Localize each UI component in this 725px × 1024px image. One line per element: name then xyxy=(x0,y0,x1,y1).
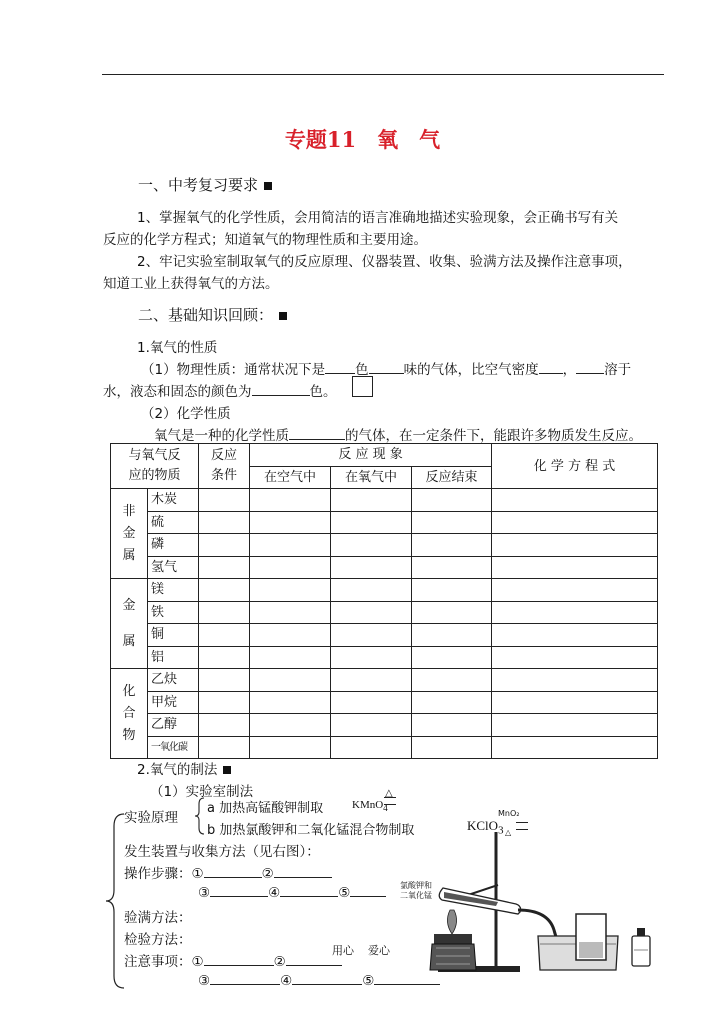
answer-cell[interactable] xyxy=(412,511,492,534)
answer-cell[interactable] xyxy=(250,579,331,602)
equals-sign-b xyxy=(516,822,528,830)
lab-method: （1）实验室制法 xyxy=(150,784,254,800)
blank[interactable] xyxy=(369,361,404,374)
physical-properties-line2 xyxy=(103,380,337,400)
answer-cell[interactable] xyxy=(199,556,250,579)
table-row xyxy=(111,736,658,759)
sub-properties: 1.氧气的性质 xyxy=(137,340,218,356)
blank[interactable] xyxy=(252,383,310,396)
reactions-table xyxy=(110,443,658,759)
formula-sub: 4 xyxy=(383,803,388,814)
answer-cell[interactable] xyxy=(199,691,250,714)
answer-cell[interactable] xyxy=(331,511,412,534)
substance-cell: 镁 xyxy=(148,579,199,602)
substance-cell: 乙醇 xyxy=(148,714,199,737)
notes-label: 注意事项： xyxy=(124,954,192,970)
table-header-air: 在空气中 xyxy=(250,466,331,489)
group-char: 金 xyxy=(122,597,136,613)
answer-cell[interactable] xyxy=(412,691,492,714)
page-title: 专题11 氧 气 xyxy=(284,127,441,152)
answer-cell[interactable] xyxy=(250,556,331,579)
blank[interactable] xyxy=(280,884,338,897)
answer-cell[interactable] xyxy=(250,736,331,759)
phys-text: 色 xyxy=(355,362,369,378)
answer-cell[interactable] xyxy=(492,646,658,669)
phys-label: （1）物理性质：通常状况下是 xyxy=(141,362,326,378)
substance-cell: 磷 xyxy=(148,534,199,557)
section1-heading-text: 一、中考复习要求 xyxy=(138,176,259,194)
table-header-phenomena: 反 应 现 象 xyxy=(250,444,492,467)
answer-cell[interactable] xyxy=(250,601,331,624)
blank[interactable] xyxy=(350,884,386,897)
section2-heading xyxy=(138,304,287,325)
answer-cell[interactable] xyxy=(412,556,492,579)
answer-cell[interactable] xyxy=(250,691,331,714)
table-header-equation: 化 学 方 程 式 xyxy=(492,444,658,489)
num: ① xyxy=(191,866,204,882)
answer-cell[interactable] xyxy=(492,624,658,647)
blank[interactable] xyxy=(210,884,268,897)
answer-cell[interactable] xyxy=(331,691,412,714)
watermark-text-1: 用心 xyxy=(332,944,354,957)
steps-label: 操作步骤： xyxy=(124,866,192,882)
answer-cell[interactable] xyxy=(331,624,412,647)
answer-cell[interactable] xyxy=(331,669,412,692)
header-text: 与氧气反 xyxy=(128,448,181,463)
header-text: 条件 xyxy=(211,468,238,483)
answer-cell[interactable] xyxy=(492,534,658,557)
table-header-end: 反应结束 xyxy=(412,466,492,489)
table-row xyxy=(111,714,658,737)
blank[interactable] xyxy=(274,865,332,878)
answer-cell[interactable] xyxy=(331,534,412,557)
substance-cell: 乙炔 xyxy=(148,669,199,692)
req-p1a: 1、掌握氧气的化学性质，会用简洁的语言准确地描述实验现象，会正确书写有关 xyxy=(137,210,619,226)
table-row xyxy=(111,669,658,692)
answer-cell[interactable] xyxy=(492,511,658,534)
answer-cell[interactable] xyxy=(492,601,658,624)
substance-cell: 一氧化碳 xyxy=(148,736,199,759)
method-a: a 加热高锰酸钾制取 xyxy=(207,801,324,816)
blank[interactable] xyxy=(325,361,355,374)
answer-cell[interactable] xyxy=(412,489,492,512)
apparatus-drawing-icon xyxy=(398,830,660,978)
answer-cell[interactable] xyxy=(331,646,412,669)
heat-symbol-a: △ xyxy=(385,788,393,799)
answer-cell[interactable] xyxy=(250,714,331,737)
table-row xyxy=(111,646,658,669)
header-text: 应的物质 xyxy=(128,468,181,483)
formula-text: KClO xyxy=(467,818,499,833)
answer-cell[interactable] xyxy=(331,714,412,737)
group-char: 属 xyxy=(122,547,136,563)
chem-properties-line xyxy=(154,424,642,444)
substance-cell: 氢气 xyxy=(148,556,199,579)
table-row xyxy=(111,601,658,624)
square-bullet-icon xyxy=(264,182,272,190)
table-header-condition xyxy=(199,444,250,489)
phys-text: ， xyxy=(562,362,577,378)
method-b: b 加热氯酸钾和二氧化锰混合物制取 xyxy=(207,823,415,838)
num: ④ xyxy=(280,973,293,989)
answer-cell[interactable] xyxy=(199,511,250,534)
substance-cell: 铁 xyxy=(148,601,199,624)
answer-cell[interactable] xyxy=(250,669,331,692)
blank[interactable] xyxy=(204,953,274,966)
apparatus-label: 发生装置与收集方法（见右图）： xyxy=(124,844,320,860)
steps-line2 xyxy=(198,884,386,901)
steps-line1 xyxy=(124,862,332,882)
group-label-metal xyxy=(111,579,148,669)
group-char: 属 xyxy=(122,633,136,649)
substance-cell: 铝 xyxy=(148,646,199,669)
answer-cell[interactable] xyxy=(412,714,492,737)
answer-cell[interactable] xyxy=(412,534,492,557)
req-p2a: 2、牢记实验室制取氧气的反应原理、仪器装置、收集、验满方法及操作注意事项， xyxy=(137,254,632,270)
substance-cell: 铜 xyxy=(148,624,199,647)
chem-text: 的气体，在一定条件下，能跟许多物质发生反应。 xyxy=(345,428,642,444)
answer-cell[interactable] xyxy=(199,736,250,759)
catalyst-label: MnO₂ xyxy=(498,809,520,818)
blank[interactable] xyxy=(210,972,280,985)
header-rule xyxy=(102,74,664,75)
header-text: 反应 xyxy=(211,448,238,463)
chem-properties-label: （2）化学性质 xyxy=(141,406,231,422)
answer-cell[interactable] xyxy=(199,624,250,647)
table-row xyxy=(111,579,658,602)
num: ④ xyxy=(268,885,281,901)
answer-cell[interactable] xyxy=(492,669,658,692)
req-p2b: 知道工业上获得氧气的方法。 xyxy=(103,276,279,292)
group-label-compound xyxy=(111,669,148,759)
blank[interactable] xyxy=(292,972,362,985)
answer-cell[interactable] xyxy=(331,736,412,759)
answer-cell[interactable] xyxy=(250,489,331,512)
answer-cell[interactable] xyxy=(492,489,658,512)
num: ③ xyxy=(198,973,211,989)
blank[interactable] xyxy=(576,361,604,374)
figure-label-1: 氯酸钾和 xyxy=(400,881,432,890)
num: ② xyxy=(273,954,286,970)
blank[interactable] xyxy=(539,361,563,374)
answer-cell[interactable] xyxy=(331,556,412,579)
sub-preparation xyxy=(137,758,231,778)
table-row xyxy=(111,511,658,534)
test-method-label: 检验方法： xyxy=(124,932,192,948)
table-row xyxy=(111,489,658,512)
answer-cell[interactable] xyxy=(492,736,658,759)
answer-cell[interactable] xyxy=(199,489,250,512)
answer-cell[interactable] xyxy=(250,624,331,647)
apparatus-figure xyxy=(398,830,660,978)
substance-cell: 甲烷 xyxy=(148,691,199,714)
formula-sub: 3 xyxy=(498,824,504,837)
chem-text: 氧气是一种的化学性质 xyxy=(154,428,289,444)
table-header-substance xyxy=(111,444,199,489)
group-label-nonmetal xyxy=(111,489,148,579)
figure-label-2: 二氧化锰 xyxy=(400,891,432,900)
inner-brace-icon xyxy=(194,797,206,835)
group-char: 物 xyxy=(122,727,136,743)
num: ③ xyxy=(198,885,211,901)
phys-text: 味的气体，比空气密度 xyxy=(403,362,539,378)
answer-cell[interactable] xyxy=(412,601,492,624)
answer-cell[interactable] xyxy=(199,646,250,669)
equals-sign-a xyxy=(384,797,396,805)
phys-text: 色。 xyxy=(309,384,337,400)
answer-cell[interactable] xyxy=(492,556,658,579)
formula-kmno4 xyxy=(352,799,388,813)
answer-cell[interactable] xyxy=(412,669,492,692)
sub-preparation-text: 2.氧气的制法 xyxy=(137,762,218,778)
table-row xyxy=(111,691,658,714)
table-row xyxy=(111,624,658,647)
answer-cell[interactable] xyxy=(412,624,492,647)
answer-cell[interactable] xyxy=(492,579,658,602)
heat-symbol-b: △ xyxy=(505,828,512,837)
section2-heading-text: 二、基础知识回顾： xyxy=(138,306,274,324)
physical-properties-line xyxy=(141,358,631,378)
answer-cell[interactable] xyxy=(331,601,412,624)
answer-cell[interactable] xyxy=(492,691,658,714)
answer-box[interactable] xyxy=(352,376,373,397)
answer-cell[interactable] xyxy=(199,669,250,692)
principle-label: 实验原理 xyxy=(124,810,178,826)
answer-cell[interactable] xyxy=(412,646,492,669)
table-row xyxy=(111,534,658,557)
substance-cell: 木炭 xyxy=(148,489,199,512)
answer-cell[interactable] xyxy=(199,579,250,602)
answer-cell[interactable] xyxy=(199,714,250,737)
req-p1b: 反应的化学方程式；知道氧气的物理性质和主要用途。 xyxy=(103,232,427,248)
phys-text: 水，液态和固态的颜色为 xyxy=(103,384,252,400)
phys-text: 溶于 xyxy=(604,362,632,378)
num: ① xyxy=(191,954,204,970)
answer-cell[interactable] xyxy=(250,646,331,669)
blank[interactable] xyxy=(289,427,345,440)
answer-cell[interactable] xyxy=(331,579,412,602)
section1-heading xyxy=(138,174,272,195)
answer-cell[interactable] xyxy=(331,489,412,512)
table-row xyxy=(111,556,658,579)
group-char: 合 xyxy=(122,705,136,721)
full-method-label: 验满方法： xyxy=(124,910,192,926)
answer-cell[interactable] xyxy=(199,601,250,624)
notes-line1 xyxy=(124,950,342,970)
square-bullet-icon xyxy=(223,766,231,774)
group-char: 金 xyxy=(122,525,136,541)
answer-cell[interactable] xyxy=(412,579,492,602)
square-bullet-icon xyxy=(279,312,287,320)
num: ② xyxy=(261,866,274,882)
answer-cell[interactable] xyxy=(412,736,492,759)
group-char: 化 xyxy=(122,683,136,699)
answer-cell[interactable] xyxy=(250,534,331,557)
outer-brace-icon xyxy=(104,812,126,990)
formula-text: KMnO xyxy=(352,799,384,811)
answer-cell[interactable] xyxy=(199,534,250,557)
num: ⑤ xyxy=(362,973,375,989)
table-header-oxygen: 在氧气中 xyxy=(331,466,412,489)
watermark-text-2: 爱心 xyxy=(368,944,390,957)
group-char: 非 xyxy=(122,503,136,519)
num: ⑤ xyxy=(338,885,351,901)
substance-cell: 硫 xyxy=(148,511,199,534)
blank[interactable] xyxy=(204,865,262,878)
answer-cell[interactable] xyxy=(492,714,658,737)
answer-cell[interactable] xyxy=(250,511,331,534)
